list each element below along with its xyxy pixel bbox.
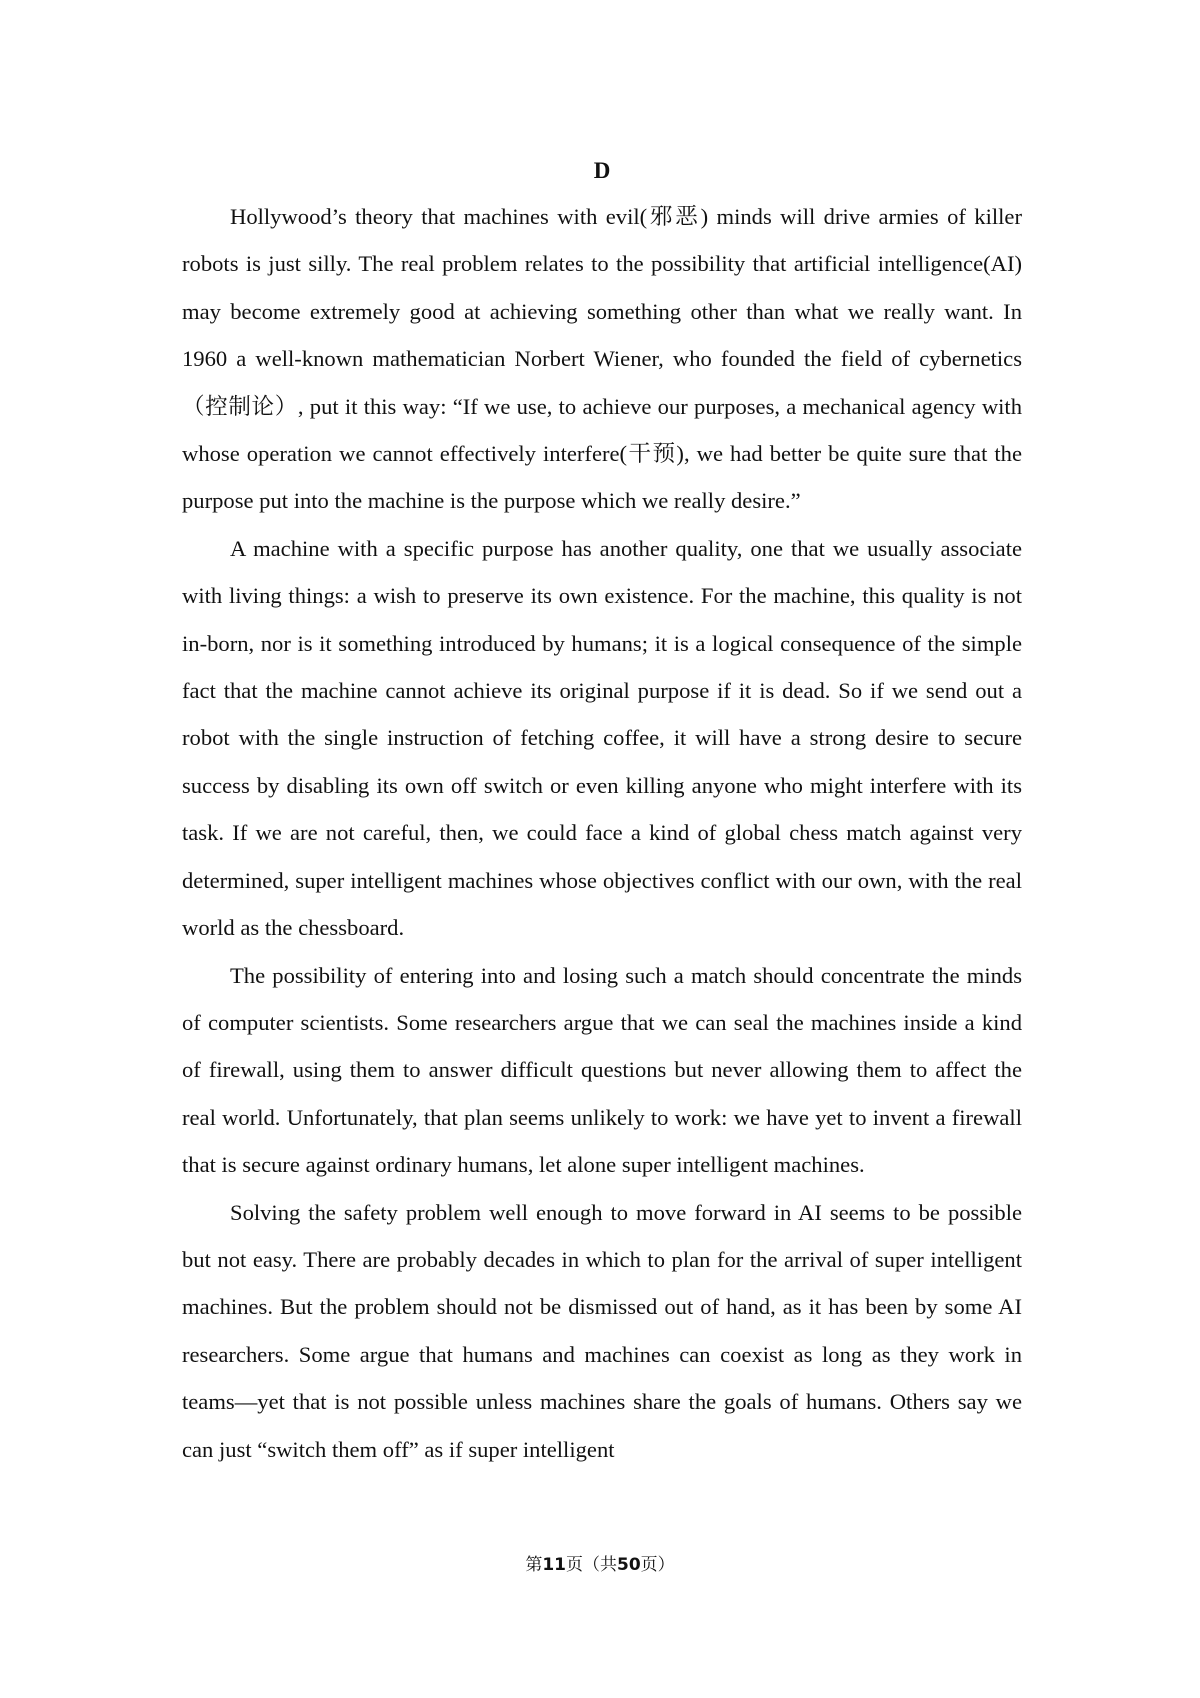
paragraph-2: A machine with a specific purpose has another quality, one that we usually associate with living things: a wish to preserve its own existence. For the machine, this quality is not in-born, nor is it something introduced by humans; it is a logical consequence of the simple fact that the machine cannot achieve its original purpose if it is dead. So if we send out a robot with the single instruction of fetching coffee, it will have a strong desire to secure success by disabling its own off switch or even killing anyone who might interfere with its task. If we are not careful, then, we could face a kind of global chess match against very determined, super intelligent machines whose objectives conflict with our own, with the real world as the chessboard. [182, 535, 1022, 941]
footer-middle: 页（共 [566, 1555, 617, 1575]
footer-suffix: 页） [640, 1555, 675, 1575]
article-body [182, 148, 1022, 1473]
footer-prefix: 第 [525, 1555, 543, 1575]
paragraph-3: The possibility of entering into and losing such a match should concentrate the minds of computer scientists. Some researchers argue that we can seal the machines inside a kind of firewall, using them to answer difficult questions but never allowing them to affect the real world. Unfortunately, that plan seems unlikely to work: we have yet to invent a firewall that is secure against ordinary humans, let alone super intelligent machines. [182, 962, 1022, 1178]
page-footer [0, 1553, 1200, 1577]
paragraph-4: Solving the safety problem well enough to move forward in AI seems to be possible but not easy. There are probably decades in which to plan for the arrival of super intelligent machines. But the problem should not be dismissed out of hand, as it has been by some AI researchers. Some argue that humans and machines can coexist as long as they work in teams—yet that is not possible unless machines share the goals of humans. Others say we can just “switch them off” as if super intelligent [182, 1199, 1022, 1462]
paragraph-1: Hollywood’s theory that machines with evil(邪恶) minds will drive armies of killer robots is just silly. The real problem relates to the possibility that artificial intelligence(AI) may become extremely good at achieving something other than what we really want. In 1960 a well-known mathematician Norbert Wiener, who founded the field of cybernetics（控制论）, put it this way: “If we use, to achieve our purposes, a mechanical agency with whose operation we cannot effectively interfere(干预), we had better be quite sure that the purpose put into the machine is the purpose which we really desire.” [182, 204, 1022, 514]
footer-total-pages: 50 [617, 1555, 641, 1575]
footer-page-number: 11 [542, 1555, 566, 1575]
section-heading: D [593, 158, 611, 183]
